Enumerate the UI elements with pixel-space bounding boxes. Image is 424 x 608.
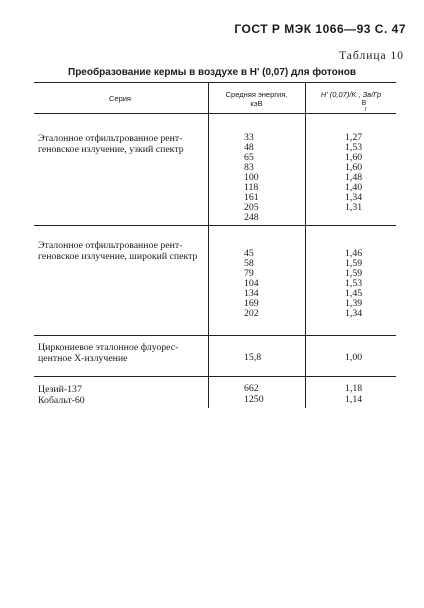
ratio-value: 1,34 <box>345 192 363 203</box>
energy-value: 83 <box>244 162 254 173</box>
series-name-line1: Эталонное отфильтрованное рент- <box>38 240 183 251</box>
ratio-value: 1,27 <box>345 132 363 143</box>
column-header-energy <box>208 90 305 108</box>
energy-value: 100 <box>244 172 259 183</box>
series-cobalt: Кобальт-60 <box>38 395 85 406</box>
energy-value: 104 <box>244 278 259 289</box>
column-header-ratio-text: H' (0,07)/K , Зв/Гр <box>320 90 382 99</box>
energy-value: 15,8 <box>244 352 262 363</box>
energy-cesium <box>244 384 274 394</box>
series-name-line2: геновское излучение, узкий спектр <box>38 144 184 155</box>
energy-value: 45 <box>244 248 254 259</box>
table-number: Таблица 10 <box>339 50 404 62</box>
ratio-value: 1,46 <box>345 248 363 259</box>
ratio-value: 1,48 <box>345 172 363 183</box>
column-header-ratio-sub2: г <box>364 107 368 113</box>
ratio-list-narrow <box>345 133 385 213</box>
column-header-series: Серия <box>108 94 131 103</box>
ratio-list-zirconium <box>345 353 385 363</box>
series-zirconium <box>38 342 201 364</box>
series-wide-spectrum <box>38 240 201 262</box>
table-header-rule <box>34 113 396 114</box>
ratio-value: 1,34 <box>345 308 363 319</box>
ratio-value: 1,00 <box>345 352 363 363</box>
energy-value: 202 <box>244 308 259 319</box>
energy-value: 169 <box>244 298 259 309</box>
table-title: Преобразование кермы в воздухе в H' (0,07) для фотонов <box>68 67 356 78</box>
series-name-line1: Эталонное отфильтрованное рент- <box>38 133 183 144</box>
ratio-value: 1,31 <box>345 202 363 213</box>
series-name-line2: центное X-излучение <box>38 353 128 364</box>
ratio-cobalt <box>345 395 385 405</box>
energy-value: 58 <box>244 258 254 269</box>
energy-list-zirconium <box>244 353 274 363</box>
ratio-value: 1,40 <box>345 182 363 193</box>
ratio-value: 1,18 <box>345 383 363 394</box>
ratio-value: 1,39 <box>345 298 363 309</box>
table-top-rule <box>34 82 396 83</box>
ratio-value: 1,60 <box>345 162 363 173</box>
column-divider-2 <box>305 82 306 408</box>
ratio-value: 1,53 <box>345 142 363 153</box>
energy-list-wide <box>244 249 274 319</box>
energy-value: 65 <box>244 152 254 163</box>
energy-value: 134 <box>244 288 259 299</box>
ratio-value: 1,45 <box>345 288 363 299</box>
ratio-value: 1,60 <box>345 152 363 163</box>
ratio-value: 1,59 <box>345 268 363 279</box>
series-cesium: Цезий-137 <box>38 384 82 395</box>
group-separator-1 <box>34 225 396 226</box>
column-header-energy-line2: кэВ <box>250 99 263 108</box>
energy-value: 662 <box>244 383 259 394</box>
ratio-value: 1,14 <box>345 394 363 405</box>
energy-value: 161 <box>244 192 259 203</box>
energy-value: 205 <box>244 202 259 213</box>
energy-cobalt <box>244 395 274 405</box>
series-name-line1: Циркониевое эталонное флуорес- <box>38 342 179 353</box>
group-separator-3 <box>34 376 396 377</box>
energy-value: 1250 <box>244 394 264 405</box>
group-separator-2 <box>34 335 396 336</box>
series-name-line2: геновское излучение, широкий спектр <box>38 251 198 262</box>
ratio-value: 1,59 <box>345 258 363 269</box>
energy-value: 118 <box>244 182 259 193</box>
energy-value: 48 <box>244 142 254 153</box>
ratio-list-wide <box>345 249 385 319</box>
series-narrow-spectrum <box>38 133 201 155</box>
energy-list-narrow <box>244 133 274 223</box>
ratio-cesium <box>345 384 385 394</box>
energy-value: 248 <box>244 212 259 223</box>
column-header-energy-line1: Средняя энергия, <box>225 90 288 99</box>
column-divider-1 <box>208 82 209 408</box>
energy-value: 33 <box>244 132 254 143</box>
column-header-ratio-sub: В <box>361 100 367 107</box>
ratio-value: 1,53 <box>345 278 363 289</box>
column-header-ratio <box>306 90 396 99</box>
page-header: ГОСТ Р МЭК 1066—93 С. 47 <box>234 22 406 36</box>
energy-value: 79 <box>244 268 254 279</box>
